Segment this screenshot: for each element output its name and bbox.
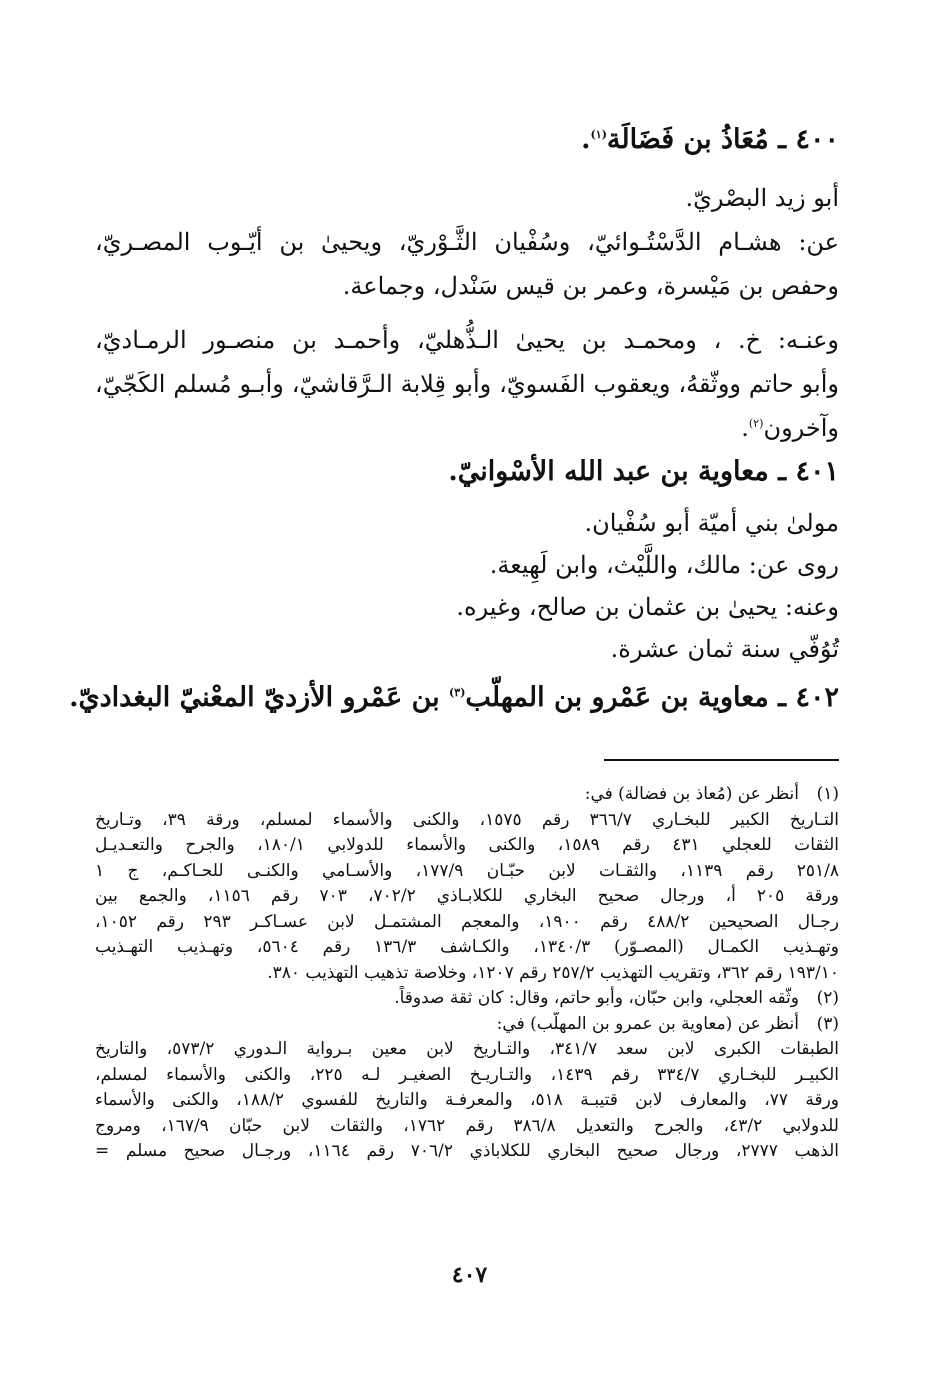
- footnote-1: [95, 782, 839, 808]
- footnote-2: [95, 986, 839, 1012]
- entry-401-nisba: مولىٰ بني أميّة أبو سُفْيان.: [584, 509, 839, 537]
- entry-401-death: تُوُفّي سنة ثمان عشرة.: [610, 635, 839, 663]
- entry-402: [69, 676, 839, 720]
- footnote-1-line-7: وتهـذيب الكمـال (المصـوّر) ١٣٤٠/٣، والكـاشف ١٣٦/٣ رقم ٥٦٠٤، وتهـذيب التهـذيب: [95, 937, 839, 957]
- footnote-3-body: [95, 1037, 839, 1165]
- entry-401-teachers: روى عن: مالك، واللَّيْث، وابن لَهِيعة.: [489, 551, 839, 579]
- entry-400-students-line3: وآخرون$^{(٢)}$.: [741, 414, 839, 442]
- footnote-3-line-3: الكبيـر للبخـاري ٣٣٤/٧ رقم ١٤٣٩، والتـاريـخ الصغيـر لـه ٢٢٥، والكنى والأسماء لمسلم،: [95, 1064, 839, 1085]
- footnote-3-line-6: الذهب ٢٧٧٧، ورجال صحيح البخاري للكلاباذي ٧٠٦/٢ رقم ١١٦٤، ورجـال صحيح مسلم =: [95, 1141, 839, 1161]
- entry-400-heading: ٤٠٠ ـ مُعَاذُ بن فَضَالَة$^{(١)}$.: [581, 124, 839, 155]
- footnote-3-intro: أنظر عن (معاوية بن عمرو بن المهلّب) في:: [496, 1013, 799, 1034]
- footnote-1-line-3: الثقات للعجلي ٤٣١ رقم ١٥٨٩، والكنى والأسماء للدولابي ١٨٠/١، والجرح والتعـديـل: [95, 835, 839, 855]
- footnote-2-number: (٢): [816, 988, 839, 1008]
- entry-400-teachers-line1: عن: هشـام الدَّسْتُـوائيّ، وسُفْيان الثَّـوْريّ، ويحيىٰ بن أيّـوب المصـريّ،: [95, 228, 839, 256]
- footnote-1-line-4: ٢٥١/٨ رقم ١١٣٩، والثقـات لابن حبّـان ١٧٧/٩، والأسـامي والكنـى للحـاكـم، ج ١: [95, 860, 839, 881]
- entry-400: [95, 118, 839, 450]
- footnote-separator: [604, 759, 839, 761]
- footnote-1-number: (١): [816, 784, 839, 804]
- footnote-3-line-5: للدولابي ٤٣/٢، والجرح والتعديل ٣٨٦/٨ رقم ١٧٦٢، والثقات لابن حبّان ١٦٧/٩، ومروج: [95, 1115, 839, 1136]
- entry-400-teachers-line2: وحفص بن مَيْسرة، وعمر بن قيس سَنْدل، وجماعة.: [342, 272, 839, 300]
- footnote-ref-2[interactable]: (٢): [748, 417, 764, 430]
- footnote-3-number: (٣): [816, 1013, 839, 1034]
- entry-400-students-line2: وأبو حاتم ووثّقهُ، ويعقوب الفَسويّ، وأبو قِلابة الـرَّقاشيّ، وأبـو مُسلم الكَجّيّ،: [95, 370, 839, 398]
- footnote-1-intro: أنظر عن (مُعاذ بن فضالة) في:: [584, 784, 799, 804]
- footnote-3-line-2: الطبقات الكبرى لابن سعد ٣٤١/٧، والتـاريخ لابن معين بـرواية الـدوري ٥٧٣/٢، والتاريخ: [95, 1039, 839, 1059]
- footnote-3-line-4: ورقة ٧٧، والمعارف لابن قتيبـة ٥١٨، والمعرفـة والتاريخ للفسوي ١٨٨/٢، والكنى والأسماء: [95, 1090, 839, 1110]
- footnote-1-line-2: التـاريخ الكبير للبخـاري ٣٦٦/٧ رقم ١٥٧٥، والكنى والأسماء لمسلم، ورقة ٣٩، وتـاريخ: [95, 809, 839, 830]
- footnote-ref-1[interactable]: (١): [590, 128, 607, 141]
- footnote-1-line-5: ورقة ٢٠٥ أ، ورجال صحيح البخاري للكلابـاذي ٧٠٢/٢، ٧٠٣ رقم ١١٥٦، والجمع بين: [95, 886, 839, 906]
- entry-402-heading: ٤٠٢ ـ معاوية بن عَمْرو بن المهلّب$^{(٣)}$ بن عَمْرو الأزديّ المعْنيّ البغداديّ.: [69, 682, 839, 713]
- footnotes: [95, 782, 839, 1165]
- footnote-3: [95, 1012, 839, 1038]
- entry-401: [95, 450, 839, 670]
- page-number: ٤٠٧: [451, 1262, 488, 1288]
- footnote-1-line-8: ١٩٣/١٠ رقم ٣٦٢، وتقريب التهذيب ٢٥٧/٢ رقم ١٢٠٧، وخلاصة تذهيب التهذيب ٣٨٠.: [267, 962, 839, 983]
- footnote-ref-3[interactable]: (٣): [449, 686, 466, 699]
- entry-401-heading: ٤٠١ ـ معاوية بن عبد الله الأسْوانيّ.: [448, 456, 839, 487]
- entry-400-students-line1: وعنـه: خ. ، ومحمـد بن يحيىٰ الـذُّهليّ، وأحمـد بن منصـور الرمـاديّ،: [95, 326, 839, 354]
- footnote-1-body: [95, 808, 839, 987]
- footnote-1-line-6: رجـال الصحيحين ٤٨٨/٢ رقم ١٩٠٠، والمعجم المشتمـل لابن عسـاكـر ٢٩٣ رقم ١٠٥٢،: [95, 911, 839, 932]
- entry-400-kunya: أبو زيد البصْريّ.: [685, 184, 839, 212]
- entry-401-students: وعنه: يحيىٰ بن عثمان بن صالح، وغيره.: [456, 593, 839, 621]
- footnote-2-text: وثّقه العجلي، وابن حبّان، وأبو حاتم، وقال: كان ثقة صدوقاً.: [394, 988, 799, 1008]
